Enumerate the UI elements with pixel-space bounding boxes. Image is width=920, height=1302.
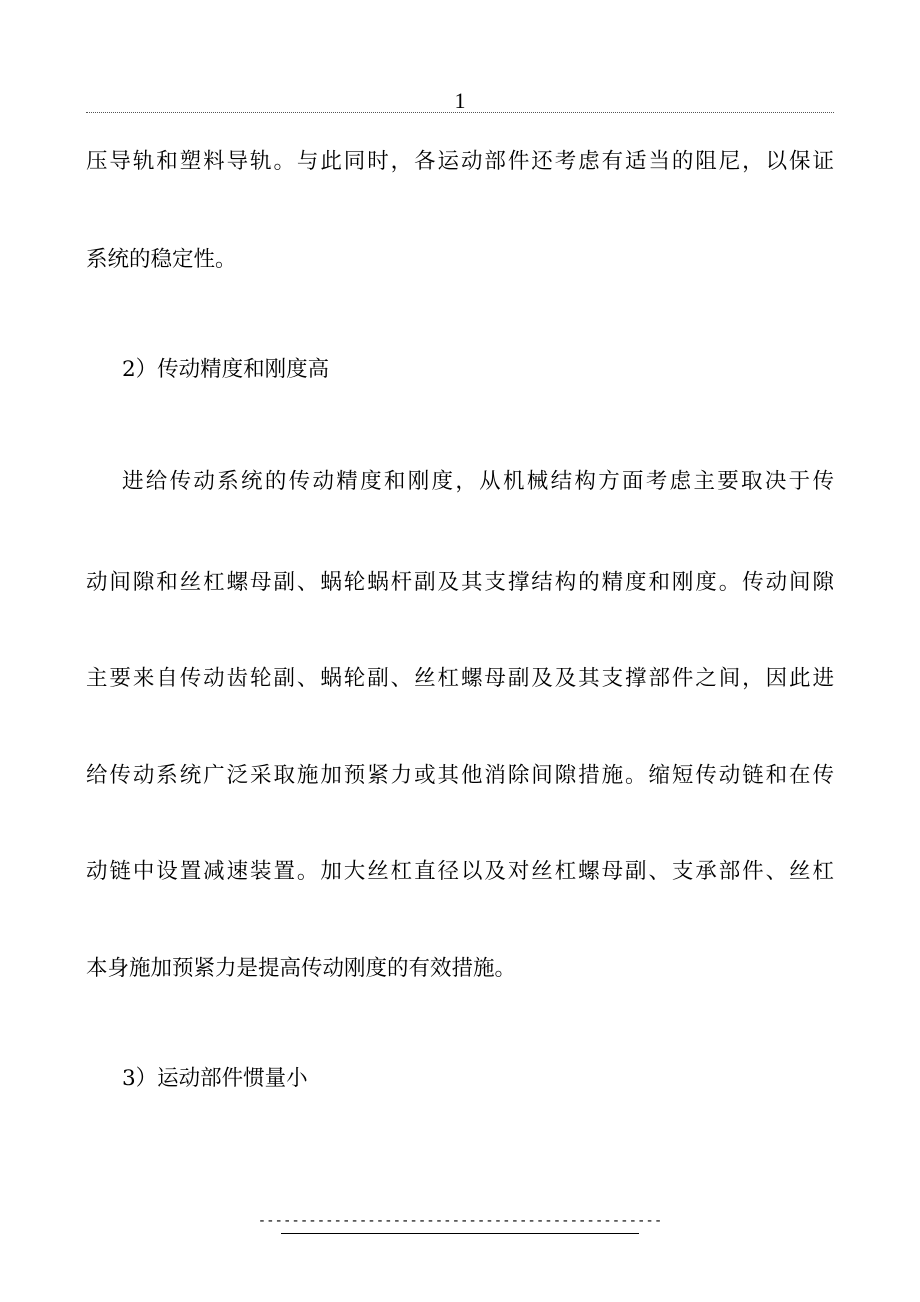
header-divider — [86, 112, 834, 113]
page-number: 1 — [454, 88, 466, 113]
paragraph-line: 动间隙和丝杠螺母副、蜗轮蜗杆副及其支撑结构的精度和刚度。传动间隙 — [86, 570, 834, 595]
paragraph-line: 压导轨和塑料导轨。与此同时，各运动部件还考虑有适当的阻尼，以保证 — [86, 149, 834, 174]
paragraph-line: 进给传动系统的传动精度和刚度，从机械结构方面考虑主要取决于传 — [122, 469, 834, 494]
paragraph-line: 系统的稳定性。 — [86, 247, 237, 272]
paragraph-line: 给传动系统广泛采取施加预紧力或其他消除间隙措施。缩短传动链和在传 — [86, 763, 834, 788]
paragraph-line: 本身施加预紧力是提高传动刚度的有效措施。 — [86, 956, 517, 981]
section-heading: 3）运动部件惯量小 — [122, 1066, 308, 1091]
paragraph-line: 动链中设置减速装置。加大丝杠直径以及对丝杠螺母副、支承部件、丝杠 — [86, 859, 834, 884]
footer-divider — [281, 1233, 639, 1234]
paragraph-line: 主要来自传动齿轮副、蜗轮副、丝杠螺母副及及其支撑部件之间，因此进 — [86, 666, 834, 691]
footer-dashes: ------------------------------------------------ — [257, 1213, 663, 1229]
section-heading: 2）传动精度和刚度高 — [122, 357, 330, 382]
